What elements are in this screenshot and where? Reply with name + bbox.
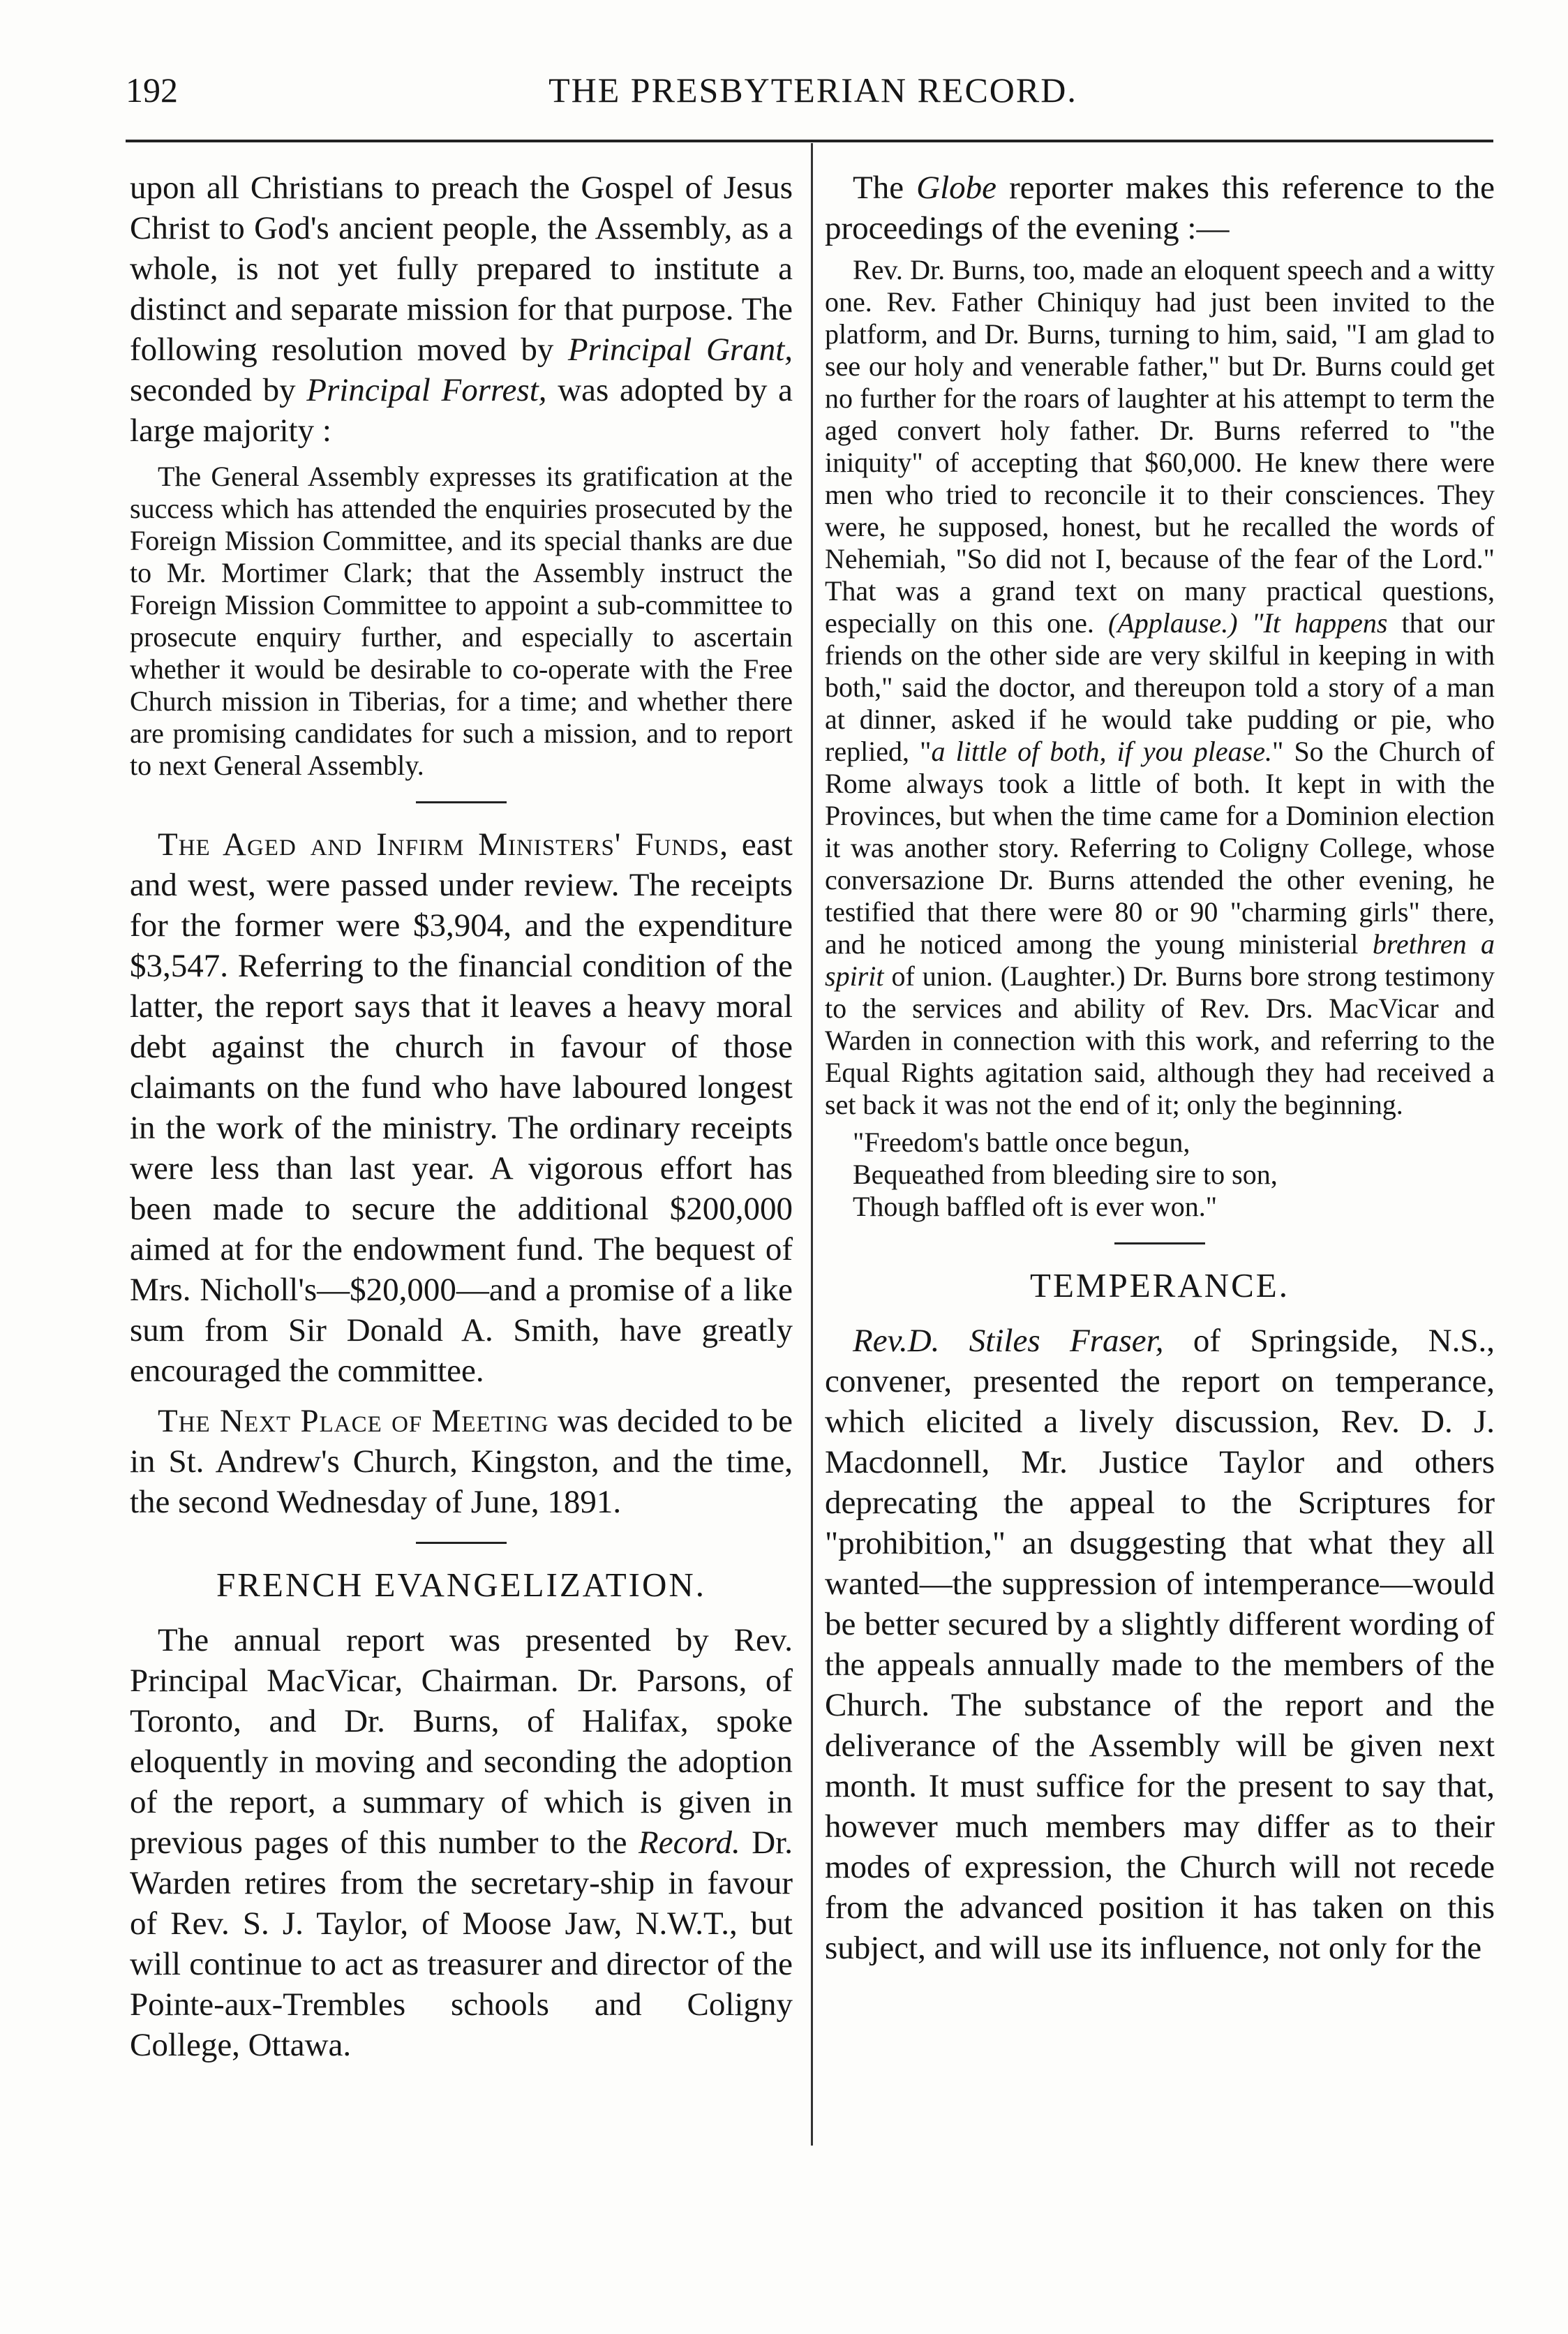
meeting-lead: The Next Place of Meeting [158,1403,549,1439]
right-column [825,168,1495,1968]
paragraph-globe: The Globe reporter makes this reference to the proceedings of the evening :— [825,170,1495,246]
section-title-french-evangelization: FRENCH EVANGELIZATION. [216,1566,707,1604]
paragraph-french: The annual report was presented by Rev. Principal MacVicar, Chairman. Dr. Parsons, of Toronto, and Dr. Burns, of Halifax, spoke eloquently in moving and seconding the adoption of the report, a summary of which is given in previous pages of this number to the Record. Dr. Warden retires from the secretary-ship in favour of Rev. S. J. Taylor, of Moose Jaw, N.W.T., but will continue to act as treasurer and director of the Pointe-aux-Trembles schools and Coligny College, Ottawa. [130,1622,793,2063]
separator-rule [416,801,507,803]
resolution-text: The General Assembly expresses its gratification at the success which has attended the enquiries prosecuted by the Foreign Mission Committee, and its special thanks are due to Mr. Mortimer Clark; that the Assembly instruct the Foreign Mission Committee to appoint a sub-committee to prosecute enquiry further, and especially to ascertain whether it would be desirable to co-operate with the Free Church mission in Tiberias, for a time; and whether there are promising candidates for such a mission, and to report to next General Assembly. [130,461,793,781]
paragraph-funds: The Aged and Infirm Ministers' Funds, east and west, were passed under review. The receipts for the former were $3,904, and the expenditure $3,547. Referring to the financial condition of the latter, the report says that it leaves a heavy moral debt against the church in favour of those claimants on the fund who have laboured longest in the work of the ministry. The ordinary receipts were less than last year. A vigorous effort has been made to secure the additional $200,000 aimed at for the endowment fund. The bequest of Mrs. Nicholl's—$20,000—and a promise of a like sum from Sir Donald A. Smith, have greatly encouraged the committee. [130,826,793,1389]
page-number: 192 [126,70,178,110]
verse-line: Though baffled oft is ever won." [853,1191,1218,1222]
paragraph-mission: upon all Christians to preach the Gospel of Jesus Christ to God's ancient people, the Assembly, as a whole, is not yet fully prepared to institute a distinct and separate mission for that purpose. The following resolution moved by Principal Grant, seconded by Principal Forrest, was adopted by a large majority : [130,170,793,449]
name-principal-grant: Principal Grant, [567,332,793,368]
verse-quote [825,1127,1495,1223]
left-column [130,168,793,2065]
paragraph-burns: Rev. Dr. Burns, too, made an eloquent speech and a witty one. Rev. Father Chiniquy had just been invited to the platform, and Dr. Burns, turning to him, said, "I am glad to see our holy and venerable father," but Dr. Burns could get no further for the roars of laughter at his attempt to term the aged convert holy father. Dr. Burns referred to "the iniquity" of accepting that $60,000. He knew there were men who tried to reconcile it to their consciences. They were, he supposed, honest, but he recalled the words of Nehemiah, "So did not I, because of the fear of the Lord." That was a grand text on many practical questions, especially on this one. (Applause.) "It happens that our friends on the other side are very skilful in keeping in with both," said the doctor, and thereupon told a story of a man at dinner, asked if he would take pudding or pie, who replied, "a little of both, if you please." So the Church of Rome always took a little of both. It kept in with the Provinces, but when the time came for a Dominion election it was another story. Referring to Coligny College, whose conversazione Dr. Burns attended the other evening, he testified that there were 80 or 90 "charming girls" there, and he noticed among the young ministerial brethren a spirit of union. (Laughter.) Dr. Burns bore strong testimony to the services and ability of Rev. Drs. MacVicar and Warden in connection with this work, and referring to the Equal Rights agitation said, although they had received a set back it was not the end of it; only the beginning. [825,254,1495,1120]
verse-line: "Freedom's battle once begun, [853,1127,1190,1158]
page-header [126,70,1500,126]
paragraph-meeting: The Next Place of Meeting was decided to be in St. Andrew's Church, Kingston, and the time, the second Wednesday of June, 1891. [130,1403,793,1520]
separator-rule [1114,1242,1205,1244]
separator-rule [416,1542,507,1544]
header-rule [126,140,1493,142]
section-title-temperance: TEMPERANCE. [1030,1266,1290,1304]
column-divider [811,143,813,2146]
name-stiles-fraser: Rev.D. Stiles Fraser, [853,1323,1164,1359]
globe-title: Globe [916,170,997,206]
paragraph-temperance: Rev.D. Stiles Fraser, of Springside, N.S., convener, presented the report on temperance, which elicited a lively discussion, Rev. D. J. Macdonnell, Mr. Justice Taylor and others deprecating the appeal to the Scriptures for "prohibition," an dsuggesting that what they all wanted—the suppression of intemperance—would be better secured by a slightly different wording of the appeals annually made to the members of the Church. The substance of the report and the deliverance of the Assembly will be given next month. It must suffice for the present to say that, however much members may differ as to their modes of expression, the Church will not recede from the advanced position it has taken on this subject, and will use its influence, not only for the [825,1323,1495,1966]
name-principal-forrest: Principal Forrest, [306,372,547,408]
funds-lead: The Aged and Infirm Ministers' Funds, [158,826,729,863]
verse-line: Bequeathed from bleeding sire to son, [853,1159,1278,1190]
journal-title: THE PRESBYTERIAN RECORD. [548,70,1077,110]
record-title: Record. [639,1824,740,1861]
